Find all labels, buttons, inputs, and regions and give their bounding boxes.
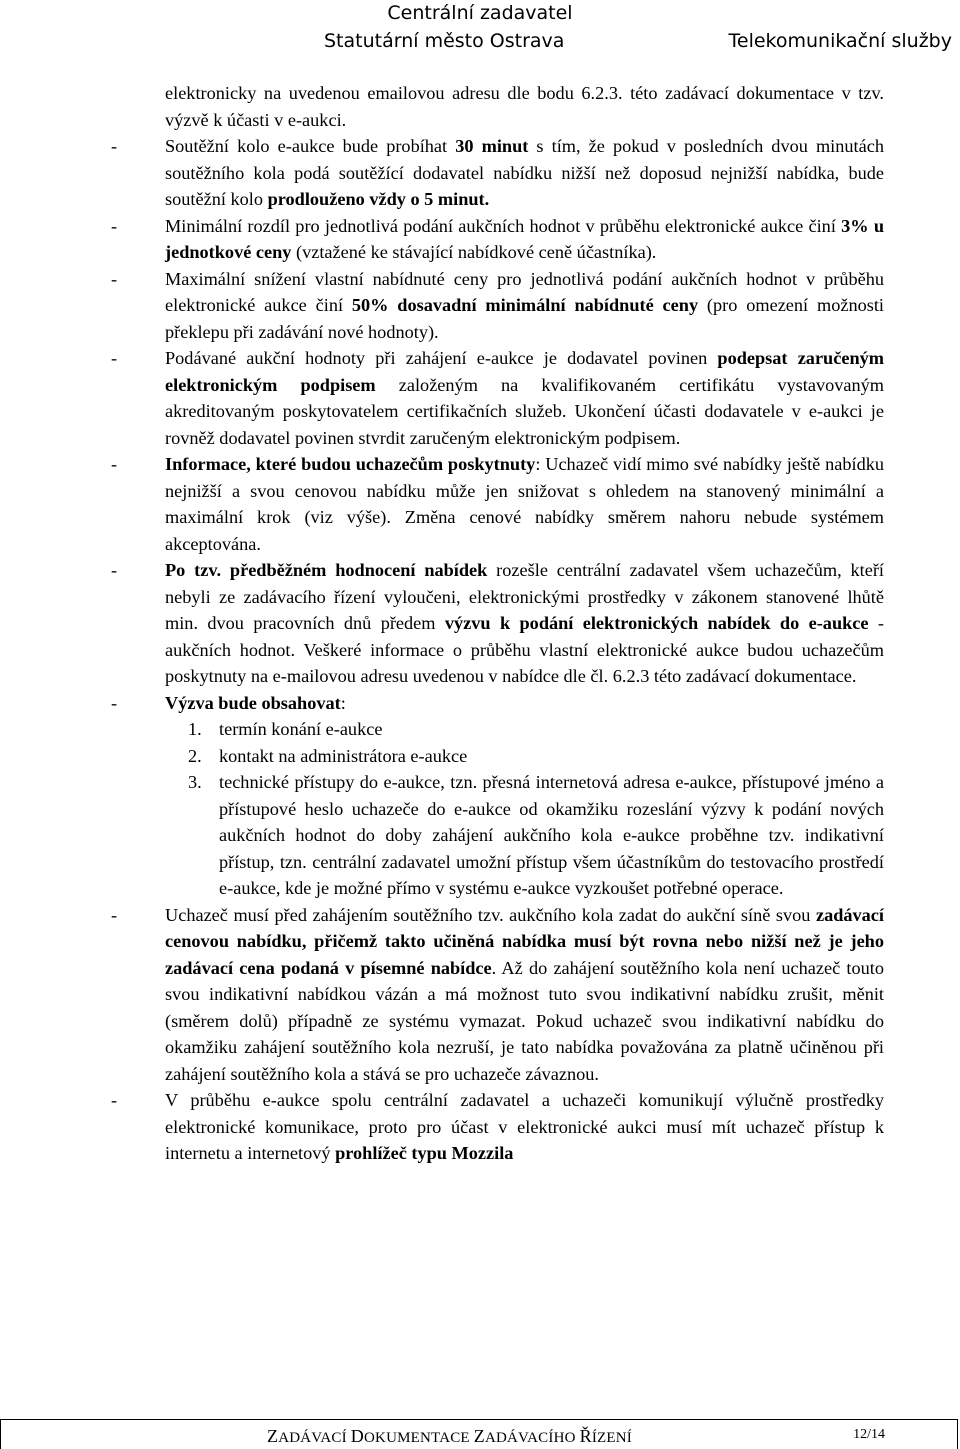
numbered-item-administrator-contact: 2. kontakt na administrátora e-aukce [111,743,884,770]
numbered-item-auction-date: 1. termín konání e-aukce [111,716,884,743]
list-item-auction-round: - Soutěžní kolo e-aukce bude probíhat 30 minut s tím, že pokud v posledních dvou minutách soutěžního kola podá soutěžící dodavatel nabídku nižší než doposud nejnižší nabídka, bude soutěžní kolo prodlouženo vždy o 5 minut. [111,133,884,213]
list-item-bid-submission: - Uchazeč musí před zahájením soutěžního tzv. aukčního kola zadat do aukční síně svou zadávací cenovou nabídku, přičemž takto učiněná nabídka musí být rovna nebo nižší než je jeho zadávací cena podaná v písemné nabídce. Až do zahájení soutěžního kola není uchazeč touto svou indikativní nabídkou vázán a má možnost tuto svou indikativní nabídku zrušit, měnit (směrem dolů) případně ze systému vymazat. Pokud uchazeč svou indikativní nabídku do okamžiku zahájení soutěžního kola nezruší, je tato nabídka považována za platně učiněnou při zahájení soutěžního kola a stává se pro uchazeče závaznou. [111,902,884,1088]
list-dash: - [111,268,118,289]
page-header [0,0,960,57]
header-title: Centrální zadavatel [387,2,573,24]
page-footer [0,1419,960,1449]
list-item-minimum-step: - Minimální rozdíl pro jednotlivá podání aukčních hodnot v průběhu elektronické aukce činí 3% u jednotkové ceny (vztažené ke stávající nabídkové ceně účastníka). [111,213,884,266]
list-dash: - [111,136,118,156]
list-dash: - [111,454,118,474]
header-subject: Telekomunikační služby [728,30,952,52]
list-dash: - [111,1090,118,1110]
list-item-invitation-contents: - Výzva bude obsahovat: [111,690,884,717]
footer-document-title: ZADÁVACÍ DOKUMENTACE ZADÁVACÍHO ŘÍZENÍ [267,1426,632,1446]
list-dash: - [111,560,118,580]
list-item-maximum-step: - Maximální snížení vlastní nabídnuté ceny pro jednotlivá podání aukčních hodnot v průběhu elektronické aukce činí 50% dosavadní minimální nabídnuté ceny (pro omezení možnosti překlepu při zadávání nové hodnoty). [111,266,884,346]
numbered-item-technical-access: 3. technické přístupy do e-aukce, tzn. přesná internetová adresa e-aukce, přístupové jméno a přístupové heslo uchazeče do e-aukce od okamžiku rozeslání výzvy k podání nových aukčních hodnot do doby zahájení aukčního kola e-aukce proběhne tzv. indikativní přístup, tzn. centrální zadavatel umožní přístup všem účastníkům do testovacího prostředí e-aukce, kde je možné přímo v systému e-aukce vyzkoušet potřebné operace. [111,769,884,902]
paragraph-continuation: elektronicky na uvedenou emailovou adresu dle bodu 6.2.3. této zadávací dokumentace v tzv. výzvě k účasti v e-aukci. [165,83,884,130]
footer-rule [0,1419,958,1420]
list-dash: - [111,215,118,236]
list-dash: - [111,904,118,925]
footer-page-number: 12/14 [853,1427,885,1442]
list-item-preliminary-evaluation: - Po tzv. předběžném hodnocení nabídek rozešle centrální zadavatel všem uchazečům, kteří nebyli ze zadávacího řízení vyloučeni, elektronickými prostředky v zákonem stanovené lhůtě min. dvou pracovních dnů předem výzvu k podání elektronických nabídek do e-aukce - aukčních hodnot. Veškeré informace o průběhu vlastní elektronické aukce budou uchazečům poskytnuty na e-mailovou adresu uvedenou v nabídce dle čl. 6.2.3 této zadávací dokumentace. [111,557,884,690]
header-organization: Statutární město Ostrava [324,30,565,52]
list-dash: - [111,348,118,368]
item-number: 3. [188,772,202,792]
list-item-electronic-communication: - V průběhu e-aukce spolu centrální zadavatel a uchazeči komunikují výlučně prostředky elektronické komunikace, proto pro účast v elektronické aukci musí mít uchazeč přístup k internetu a internetový prohlížeč typu Mozzila [111,1087,884,1167]
item-number: 1. [188,719,202,739]
list-item-electronic-signature: - Podávané aukční hodnoty při zahájení e-aukce je dodavatel povinen podepsat zaručeným elektronickým podpisem založeným na kvalifikovaném certifikátu vystavovaným akreditovaným poskytovatelem certifikačních služeb. Ukončení účasti dodavatele v e-aukci je rovněž dodavatel povinen stvrdit zaručeným elektronickým podpisem. [111,345,884,451]
list-dash: - [111,692,118,713]
document-body [111,80,884,1167]
footer-rule [957,1419,958,1449]
footer-rule [0,1419,1,1449]
item-number: 2. [188,745,202,766]
list-item-information-provided: - Informace, které budou uchazečům poskytnuty: Uchazeč vidí mimo své nabídky ještě nabídku nejnižší a svou cenovou nabídku může jen snižovat s ohledem na stanovený minimální a maximální krok (viz výše). Změna cenové nabídky směrem nahoru nebude systémem akceptována. [111,451,884,557]
